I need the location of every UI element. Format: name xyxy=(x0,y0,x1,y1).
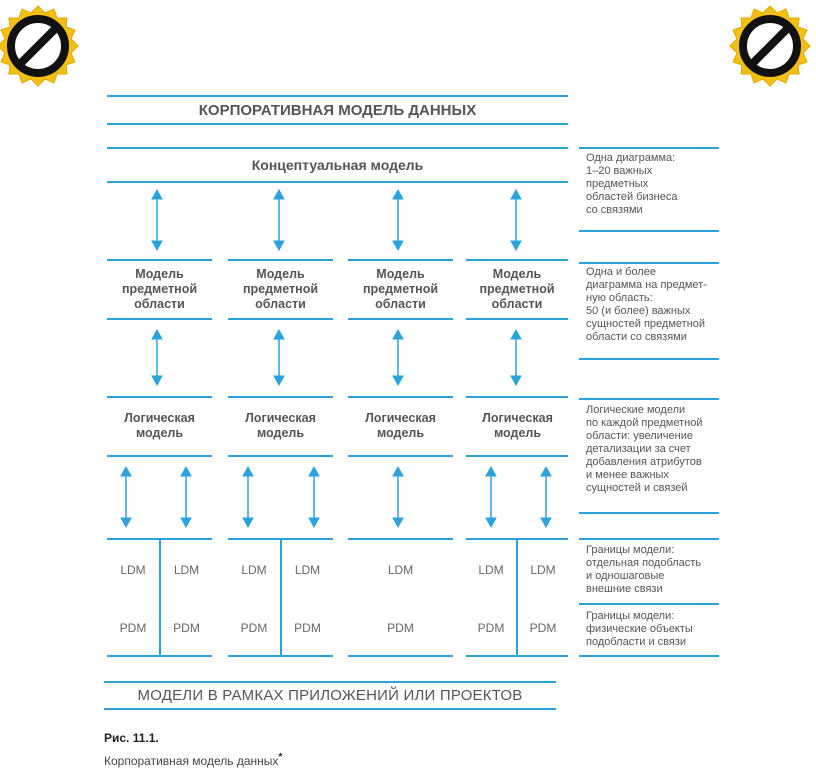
note-line xyxy=(579,230,719,232)
subject-area-model: Модель предметной области xyxy=(242,267,319,311)
pdm-cell: PDM xyxy=(240,621,268,635)
subject-line xyxy=(348,259,453,261)
pdm-cell: PDM xyxy=(529,621,557,635)
note-line xyxy=(579,538,719,540)
subject-line xyxy=(466,259,568,261)
logical-model: Логическая модель xyxy=(124,411,195,440)
double-arrow xyxy=(309,467,319,527)
grid-divider xyxy=(159,540,161,655)
double-arrow xyxy=(511,330,521,385)
conceptual-model-label: Концептуальная модель xyxy=(251,157,424,173)
conceptual-top-line xyxy=(107,147,568,149)
double-arrow xyxy=(152,330,162,385)
ldm-cell: LDM xyxy=(294,563,321,577)
grid-divider xyxy=(516,540,518,655)
grid-line xyxy=(228,655,333,657)
logical-line xyxy=(466,396,568,398)
pdm-cell: PDM xyxy=(387,621,414,635)
ldm-cell: LDM xyxy=(120,563,146,577)
arrows-layer xyxy=(121,190,551,527)
logical-line xyxy=(348,455,453,457)
logical-line xyxy=(107,455,212,457)
double-arrow xyxy=(393,467,403,527)
note-line xyxy=(579,262,719,264)
note-line xyxy=(579,147,719,149)
logical-model: Логическая модель xyxy=(482,411,553,440)
pdm-cell: PDM xyxy=(119,621,147,635)
title-bottom-line xyxy=(107,123,568,125)
side-note: Одна и более диаграмма на предмет- ную область: 50 (и более) важных сущностей предметной области со связями xyxy=(586,266,707,343)
subject-area-model: Модель предметной области xyxy=(479,267,555,311)
pdm-cell: PDM xyxy=(294,621,321,635)
side-note: Одна диаграмма: 1–20 важных предметных областей бизнеса со связями xyxy=(586,152,678,216)
subject-line xyxy=(348,318,453,320)
subject-area-model: Модель предметной области xyxy=(362,267,439,311)
double-arrow xyxy=(541,467,551,527)
figure-label: Рис. 11.1. xyxy=(104,731,159,745)
note-line xyxy=(579,655,719,657)
logical-line xyxy=(228,396,333,398)
ldm-cell: LDM xyxy=(387,563,414,577)
double-arrow xyxy=(274,190,284,250)
double-arrow xyxy=(274,330,284,385)
ldm-cell: LDM xyxy=(530,563,556,577)
double-arrow xyxy=(511,190,521,250)
grid-line xyxy=(107,655,212,657)
subject-line xyxy=(107,259,212,261)
double-arrow xyxy=(121,467,131,527)
pdm-cell: PDM xyxy=(477,621,505,635)
subject-area-model: Модель предметной области xyxy=(121,267,198,311)
double-arrow xyxy=(181,467,191,527)
logical-line xyxy=(107,396,212,398)
double-arrow xyxy=(152,190,162,250)
logical-model: Логическая модель xyxy=(365,411,436,440)
prohibited-icon xyxy=(730,6,810,86)
footnote-mark: * xyxy=(278,752,283,763)
pdm-cell: PDM xyxy=(173,621,200,635)
ldm-cell: LDM xyxy=(241,563,267,577)
ldm-cell: LDM xyxy=(173,563,200,577)
side-note: Границы модели: отдельная подобласть и одношаговые внешние связи xyxy=(586,544,702,595)
bottom-title-top-line xyxy=(104,681,556,683)
side-note: Границы модели: физические объекты подобласти и связи xyxy=(586,610,693,648)
diagram-title: КОРПОРАТИВНАЯ МОДЕЛЬ ДАННЫХ xyxy=(198,102,477,119)
subject-line xyxy=(107,318,212,320)
logical-line xyxy=(228,455,333,457)
double-arrow xyxy=(393,190,403,250)
subject-line xyxy=(228,318,333,320)
double-arrow xyxy=(243,467,253,527)
bottom-title-bottom-line xyxy=(104,708,556,710)
note-line xyxy=(579,398,719,400)
grid-divider xyxy=(280,540,282,655)
figure-caption-text: Корпоративная модель данных xyxy=(104,754,279,768)
side-note: Логические модели по каждой предметной области: увеличение детализации за счет добавления атрибутов и менее важных сущностей и связей xyxy=(586,404,703,494)
prohibited-icon xyxy=(0,6,78,86)
conceptual-bottom-line xyxy=(107,181,568,183)
title-top-line xyxy=(107,95,568,97)
ldm-cell: LDM xyxy=(478,563,504,577)
logical-line xyxy=(348,396,453,398)
logical-model: Логическая модель xyxy=(245,411,316,440)
note-line xyxy=(579,358,719,360)
grid-line xyxy=(348,655,453,657)
figure-caption xyxy=(104,752,282,768)
grid-line xyxy=(466,655,568,657)
subject-line xyxy=(466,318,568,320)
note-line xyxy=(579,603,719,605)
note-line xyxy=(579,512,719,514)
double-arrow xyxy=(486,467,496,527)
double-arrow xyxy=(393,330,403,385)
bottom-title: МОДЕЛИ В РАМКАХ ПРИЛОЖЕНИЙ ИЛИ ПРОЕКТОВ xyxy=(137,687,523,704)
subject-line xyxy=(228,259,333,261)
logical-line xyxy=(466,455,568,457)
grid-line xyxy=(348,538,453,540)
